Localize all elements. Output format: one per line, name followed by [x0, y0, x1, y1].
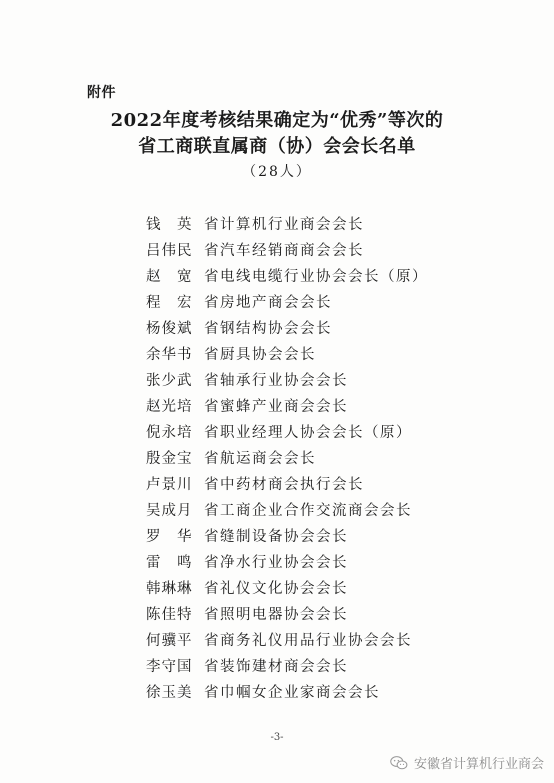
wechat-icon [390, 755, 408, 771]
watermark [390, 753, 544, 772]
people-count: （28人） [242, 164, 312, 180]
list-item [146, 652, 428, 678]
list-item [146, 470, 428, 496]
honoree-title: 省礼仪文化协会会长 [204, 580, 348, 597]
list-item [146, 418, 428, 444]
honoree-name: 雷 鸣 [146, 554, 193, 571]
list-item [146, 678, 428, 704]
list-item [146, 522, 428, 548]
honoree-title: 省净水行业协会会长 [204, 554, 348, 571]
honoree-title: 省航运商会会长 [204, 450, 316, 467]
honoree-title: 省蜜蜂产业商会会长 [204, 398, 348, 415]
list-item [146, 288, 428, 314]
honoree-title: 省汽车经销商商会会长 [204, 242, 364, 259]
honoree-title: 省工商企业合作交流商会会长 [204, 502, 412, 519]
honoree-list [146, 210, 428, 704]
honoree-name: 李守国 [146, 658, 193, 675]
honoree-title: 省房地产商会会长 [204, 294, 332, 311]
honoree-title: 省缝制设备协会会长 [204, 528, 348, 545]
list-item [146, 626, 428, 652]
attachment-label: 附件 [87, 85, 116, 101]
list-item [146, 314, 428, 340]
list-item [146, 392, 428, 418]
honoree-name: 殷金宝 [146, 450, 193, 467]
list-item [146, 444, 428, 470]
honoree-name: 韩琳琳 [146, 580, 193, 597]
document-title-line1: 2022年度考核结果确定为“优秀”等次的 [110, 110, 444, 131]
honoree-title: 省商务礼仪用品行业协会会长 [204, 632, 412, 649]
honoree-name: 吴成月 [146, 502, 193, 519]
list-item [146, 210, 428, 236]
honoree-name: 张少武 [146, 372, 193, 389]
honoree-title: 省轴承行业协会会长 [204, 372, 348, 389]
list-item [146, 262, 428, 288]
honoree-name: 何骥平 [146, 632, 193, 649]
honoree-name: 吕伟民 [146, 242, 193, 259]
honoree-name: 钱 英 [146, 216, 193, 233]
list-item [146, 548, 428, 574]
honoree-name: 程 宏 [146, 294, 193, 311]
list-item [146, 366, 428, 392]
honoree-title: 省巾帼女企业家商会会长 [204, 684, 380, 701]
honoree-title: 省厨具协会会长 [204, 346, 316, 363]
list-item [146, 600, 428, 626]
document-title-line2: 省工商联直属商（协）会会长名单 [138, 136, 416, 157]
honoree-title: 省钢结构协会会长 [204, 320, 332, 337]
list-item [146, 574, 428, 600]
honoree-name: 余华书 [146, 346, 193, 363]
honoree-name: 卢景川 [146, 476, 193, 493]
list-item [146, 236, 428, 262]
honoree-name: 罗 华 [146, 528, 193, 545]
honoree-title: 省计算机行业商会会长 [204, 216, 364, 233]
honoree-name: 赵 宽 [146, 268, 193, 285]
watermark-text: 安徽省计算机行业商会 [414, 757, 545, 772]
page-number: -3- [270, 732, 284, 743]
honoree-name: 赵光培 [146, 398, 193, 415]
honoree-name: 陈佳特 [146, 606, 193, 623]
honoree-title: 省中药材商会执行会长 [204, 476, 364, 493]
list-item [146, 496, 428, 522]
list-item [146, 340, 428, 366]
honoree-title: 省电线电缆行业协会会长（原） [204, 268, 428, 285]
honoree-name: 徐玉美 [146, 684, 193, 701]
honoree-title: 省照明电器协会会长 [204, 606, 348, 623]
honoree-name: 杨俊斌 [146, 320, 193, 337]
honoree-title: 省职业经理人协会会长（原） [204, 424, 412, 441]
honoree-title: 省装饰建材商会会长 [204, 658, 348, 675]
honoree-name: 倪永培 [146, 424, 193, 441]
